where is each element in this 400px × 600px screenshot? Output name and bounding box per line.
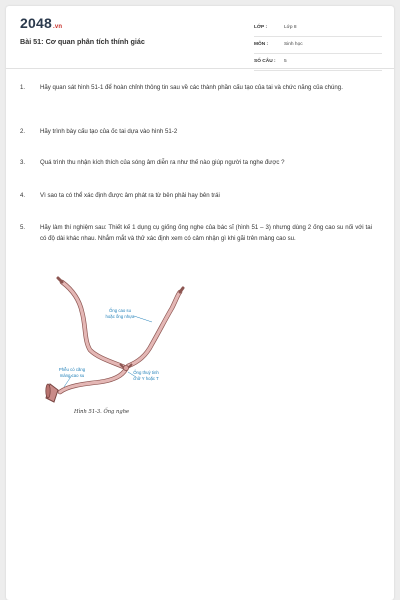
label-line: hoặc ống nhựa — [105, 313, 135, 319]
question-text: Hãy quan sát hình 51-1 để hoàn chỉnh thông tin sau về các thành phần cấu tạo của tai và chức năng của chúng. — [40, 84, 343, 91]
label-funnel — [48, 367, 96, 378]
question-text: Vì sao ta có thể xác định được âm phát ra từ bên phải hay bên trái — [40, 192, 220, 199]
stethoscope-figure — [42, 272, 202, 422]
ear-tip-left — [58, 278, 62, 282]
question-number: 1. — [20, 84, 26, 91]
question-text: Hãy trình bày cấu tạo của ốc tai dựa vào hình 51-2 — [40, 128, 178, 135]
question-5 — [20, 222, 372, 244]
meta-value: Lớp 8 — [284, 25, 297, 30]
ear-tip-right — [180, 288, 183, 292]
meta-value: Sinh học — [284, 42, 303, 47]
label-line: màng cao su — [59, 372, 85, 378]
header-divider — [6, 68, 394, 69]
header — [6, 6, 394, 68]
stethoscope-drawing — [42, 272, 202, 422]
question-4 — [20, 190, 372, 201]
left-tube — [62, 282, 124, 367]
meta-row-class — [254, 22, 382, 37]
question-2 — [20, 126, 372, 137]
lesson-title: Bài 51: Cơ quan phân tích thính giác — [20, 37, 145, 46]
meta-info — [254, 22, 382, 73]
label-rubber-tube — [90, 308, 150, 319]
question-number: 4. — [20, 192, 26, 199]
brand-logo[interactable] — [20, 15, 62, 31]
question-1 — [20, 82, 372, 93]
label-y-glass-tube — [122, 370, 170, 381]
label-line: chữ Y hoặc T — [133, 375, 159, 381]
question-number: 3. — [20, 159, 26, 166]
meta-row-subject — [254, 39, 382, 54]
brand-tld: .vn — [52, 24, 63, 30]
meta-key: MÔN : — [254, 42, 269, 47]
label-line: Phễu có căng — [58, 367, 86, 372]
label-line: Ống cao su — [109, 308, 131, 313]
figure-caption: Hình 51-3. Ống nghe — [74, 409, 130, 415]
meta-value: 5 — [284, 59, 287, 64]
funnel — [46, 384, 58, 402]
label-line: Ống thuỷ tinh — [133, 370, 159, 375]
question-number: 5. — [20, 224, 26, 231]
right-tube-outline — [128, 292, 180, 366]
question-text: Quá trình thu nhận kích thích của sóng âm diễn ra như thế nào giúp người ta nghe được ? — [40, 159, 285, 166]
meta-key: SỐ CÂU : — [254, 59, 276, 64]
brand-name: 2048 — [20, 15, 52, 31]
question-3 — [20, 157, 372, 168]
meta-key: LỚP : — [254, 25, 268, 30]
question-text: Hãy làm thí nghiệm sau: Thiết kế 1 dụng cụ giống ống nghe của bác sĩ (hình 51 – 3) nhưng dùng 2 ống cao su nối với tai có độ dài khác nhau. Nhắm mắt và thử xác định xem có cảm nhận gì khi gãi trên màng cao su. — [40, 224, 372, 242]
question-number: 2. — [20, 128, 26, 135]
document-sheet — [6, 6, 394, 600]
